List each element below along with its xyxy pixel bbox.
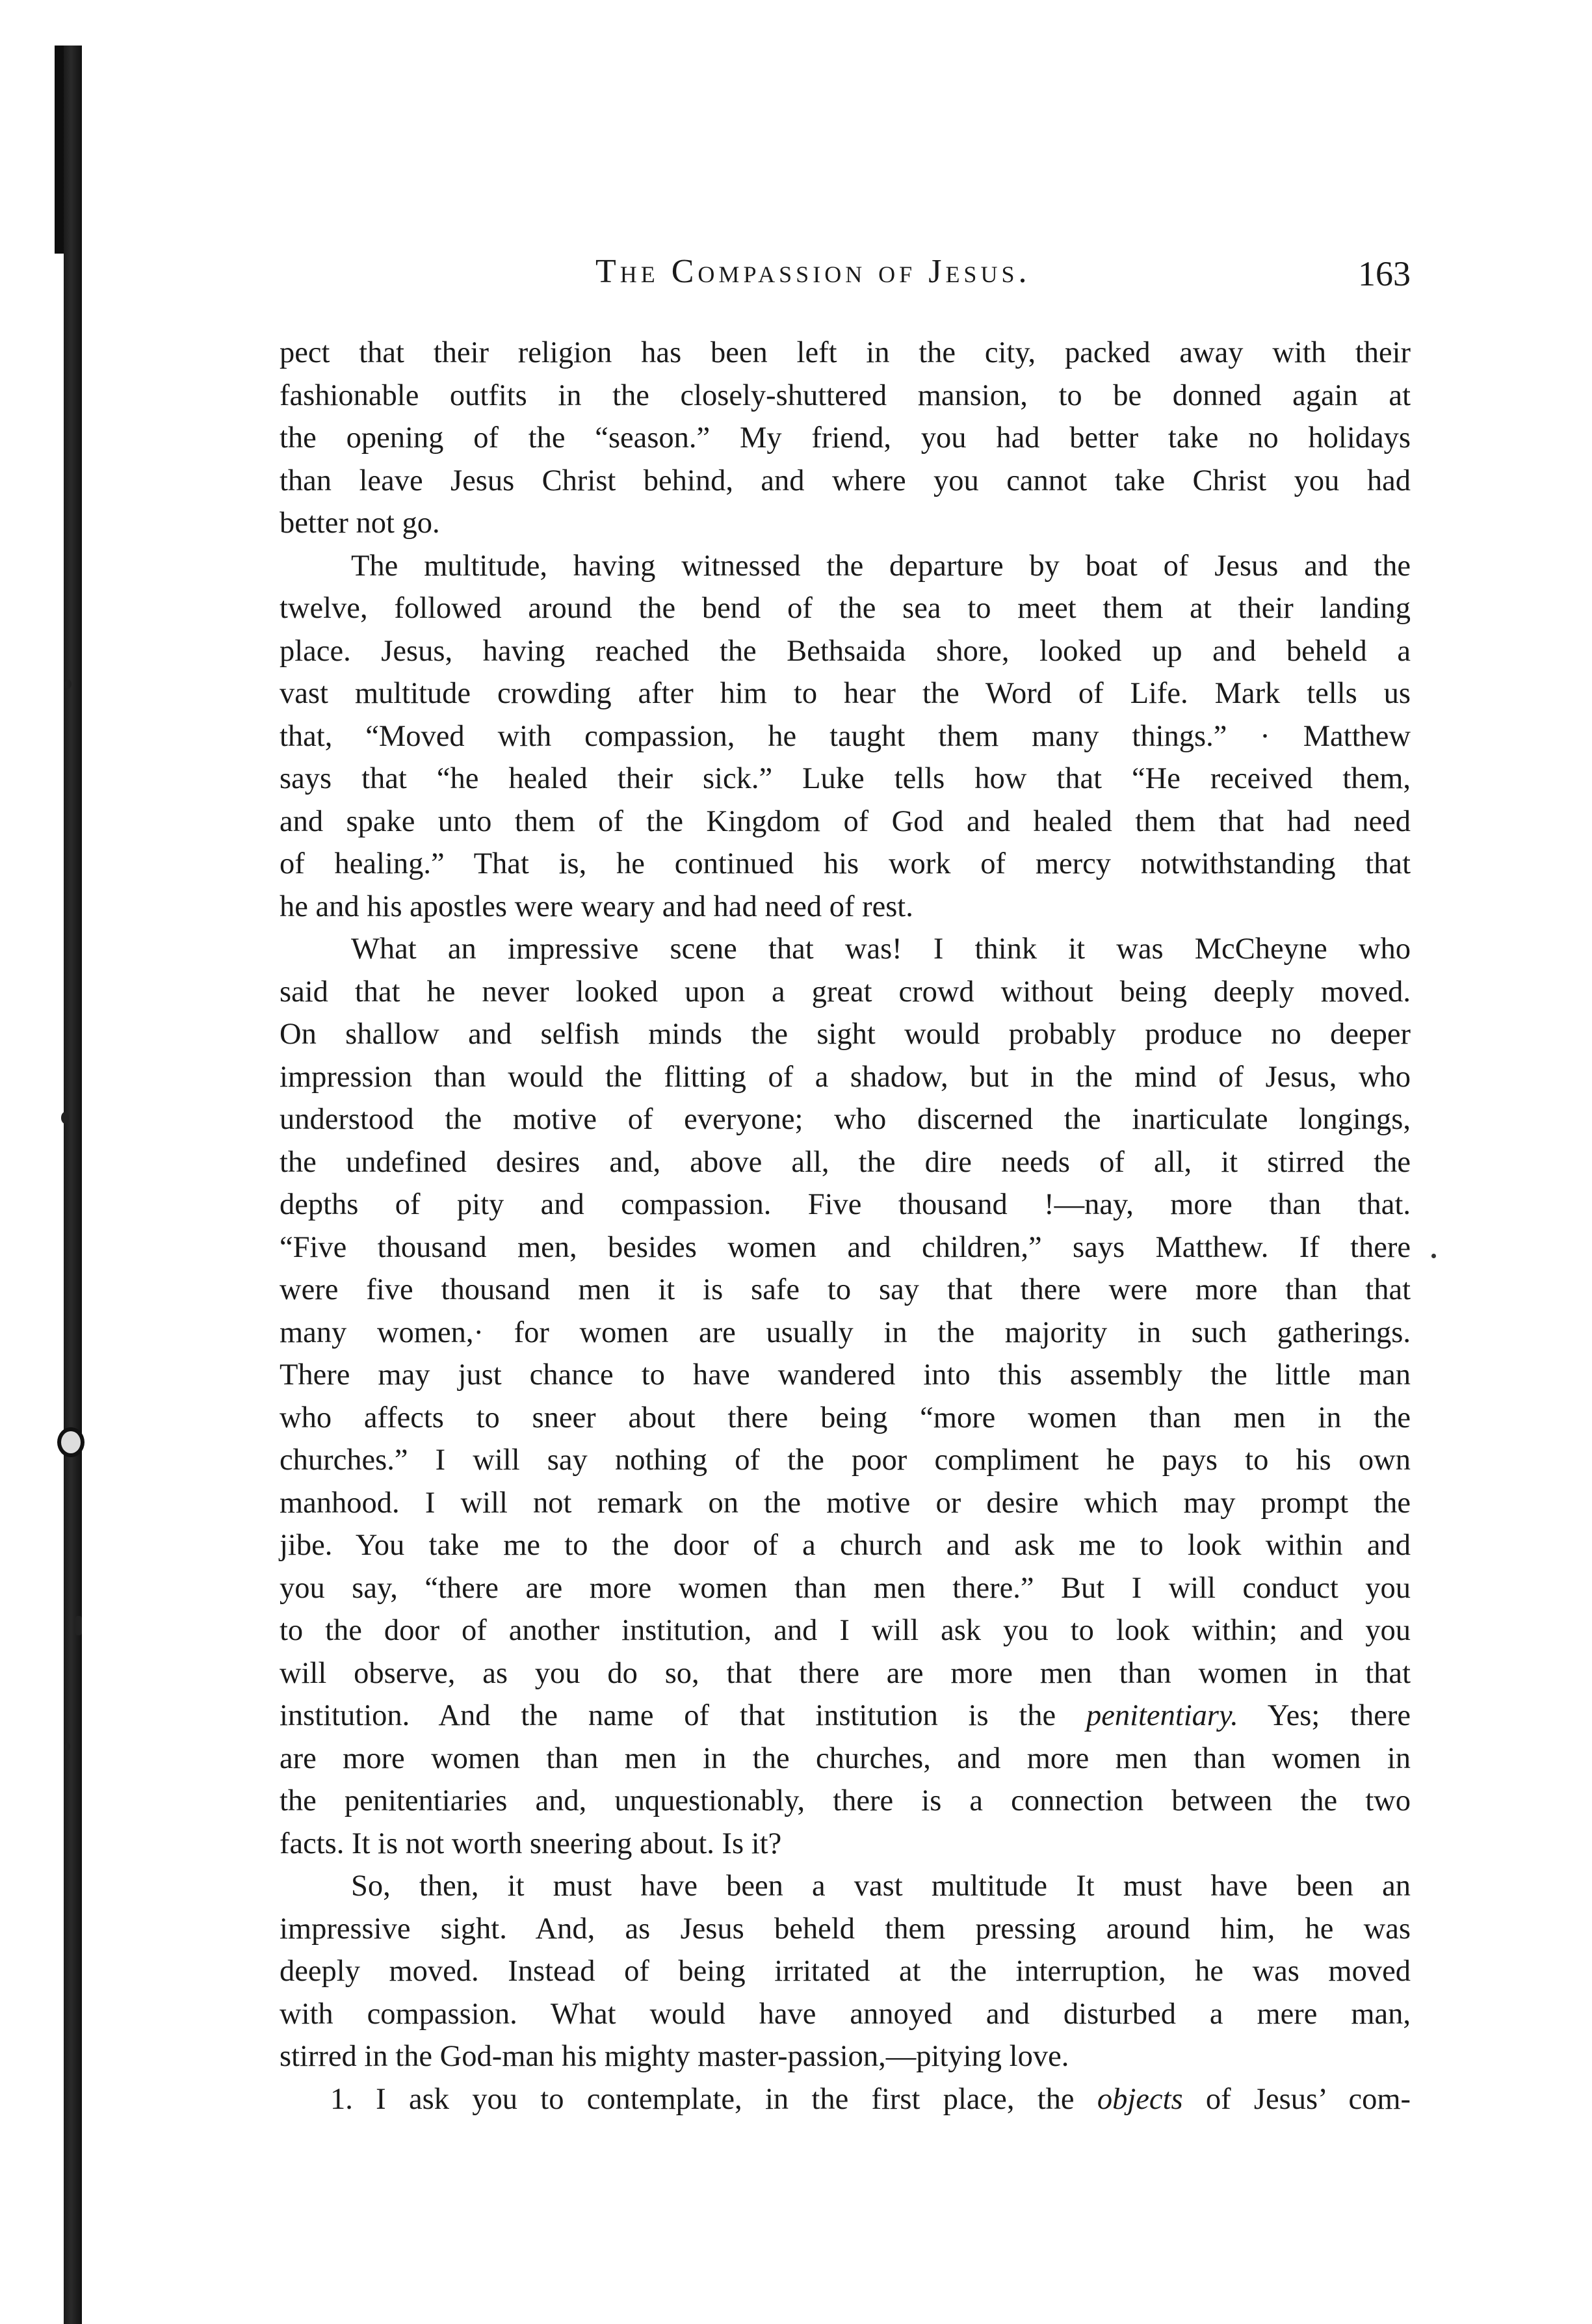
text-line: pect that their religion has been left in the city, packed away with their <box>280 336 1411 369</box>
text-segment: of Jesus’ com- <box>1182 2082 1411 2116</box>
text-line: with compassion. What would have annoyed and disturbed a mere man, <box>280 1997 1411 2031</box>
text-line: impression than would the flitting of a shadow, but in the mind of Jesus, who <box>280 1060 1411 1094</box>
text-line <box>280 2078 1411 2121</box>
text-line: impressive sight. And, as Jesus beheld them pressing around him, he was <box>280 1912 1411 1946</box>
text-line: churches.” I will say nothing of the poor compliment he pays to his own <box>280 1444 1411 1477</box>
running-title: The Compassion of Jesus. <box>595 253 1031 290</box>
stray-mark <box>1431 1254 1436 1258</box>
body-text <box>280 332 1411 2120</box>
binding-mark <box>75 1616 82 1635</box>
text-line: that, “Moved with compassion, he taught them many things.” · Matthew <box>280 719 1411 753</box>
text-segment: Yes; there <box>1238 1699 1411 1732</box>
text-line: The multitude, having witnessed the departure by boat of Jesus and the <box>351 549 1411 583</box>
text-line: place. Jesus, having reached the Bethsaida shore, looked up and beheld a <box>280 634 1411 668</box>
text-line: On shallow and selfish minds the sight would probably produce no deeper <box>280 1018 1411 1051</box>
binding-mark <box>65 1743 70 1750</box>
text-line: jibe. You take me to the door of a church and ask me to look within and <box>280 1529 1411 1562</box>
text-line: than leave Jesus Christ behind, and where you cannot take Christ you had <box>280 464 1411 497</box>
text-line: the undefined desires and, above all, the dire needs of all, it stirred the <box>280 1145 1411 1179</box>
text-line: the opening of the “season.” My friend, you had better take no holidays <box>280 421 1411 455</box>
text-line: he and his apostles were weary and had need of rest. <box>280 890 913 923</box>
text-line: will observe, as you do so, that there are more men than women in that <box>280 1656 1411 1690</box>
text-line: vast multitude crowding after him to hear the Word of Life. Mark tells us <box>280 677 1411 710</box>
text-line: So, then, it must have been a vast multitude It must have been an <box>351 1869 1411 1903</box>
page-header <box>280 252 1411 304</box>
text-line: deeply moved. Instead of being irritated at the interruption, he was moved <box>280 1955 1411 1988</box>
text-line: understood the motive of everyone; who discerned the inarticulate longings, <box>280 1103 1411 1136</box>
text-line: and spake unto them of the Kingdom of God and healed them that had need <box>280 804 1411 838</box>
emphasized-word: objects <box>1097 2082 1183 2116</box>
text-line: stirred in the God-man his mighty master-passion,—pitying love. <box>280 2040 1069 2073</box>
text-line: facts. It is not worth sneering about. Is it? <box>280 1827 782 1860</box>
binding-mark <box>61 1112 69 1124</box>
text-line: “Five thousand men, besides women and children,” says Matthew. If there <box>280 1230 1411 1264</box>
text-line: are more women than men in the churches, and more men than women in <box>280 1741 1411 1775</box>
page-number: 163 <box>1358 254 1411 293</box>
text-line: were five thousand men it is safe to say that there were more than that <box>280 1273 1411 1306</box>
binding-shadow <box>64 46 82 2324</box>
binding-mark <box>65 680 72 689</box>
text-line: fashionable outfits in the closely-shuttered mansion, to be donned again at <box>280 378 1411 412</box>
text-line: says that “he healed their sick.” Luke tells how that “He received them, <box>280 762 1411 795</box>
text-line: the penitentiaries and, unquestionably, there is a connection between the two <box>280 1784 1411 1817</box>
text-line: you say, “there are more women than men there.” But I will conduct you <box>280 1571 1411 1605</box>
text-line: to the door of another institution, and I will ask you to look within; and you <box>280 1614 1411 1647</box>
binding-mark <box>57 1427 85 1457</box>
text-line: twelve, followed around the bend of the sea to meet them at their landing <box>280 592 1411 625</box>
text-line: depths of pity and compassion. Five thousand !—nay, more than that. <box>280 1188 1411 1221</box>
text-line <box>280 1695 1411 1737</box>
text-line: of healing.” That is, he continued his work of mercy notwithstanding that <box>280 847 1411 880</box>
text-segment: institution. And the name of that institution is the <box>280 1699 1086 1732</box>
text-segment: 1. I ask you to contemplate, in the first place, the <box>330 2082 1097 2116</box>
text-line: who affects to sneer about there being “more women than men in the <box>280 1401 1411 1434</box>
text-line: said that he never looked upon a great crowd without being deeply moved. <box>280 975 1411 1009</box>
text-line: There may just chance to have wandered into this assembly the little man <box>280 1358 1411 1392</box>
text-line: manhood. I will not remark on the motive or desire which may prompt the <box>280 1486 1411 1520</box>
text-line: better not go. <box>280 507 440 540</box>
text-line: many women,· for women are usually in the majority in such gatherings. <box>280 1315 1411 1349</box>
text-line: What an impressive scene that was! I think it was McCheyne who <box>351 932 1411 966</box>
emphasized-word: penitentiary. <box>1086 1699 1238 1732</box>
